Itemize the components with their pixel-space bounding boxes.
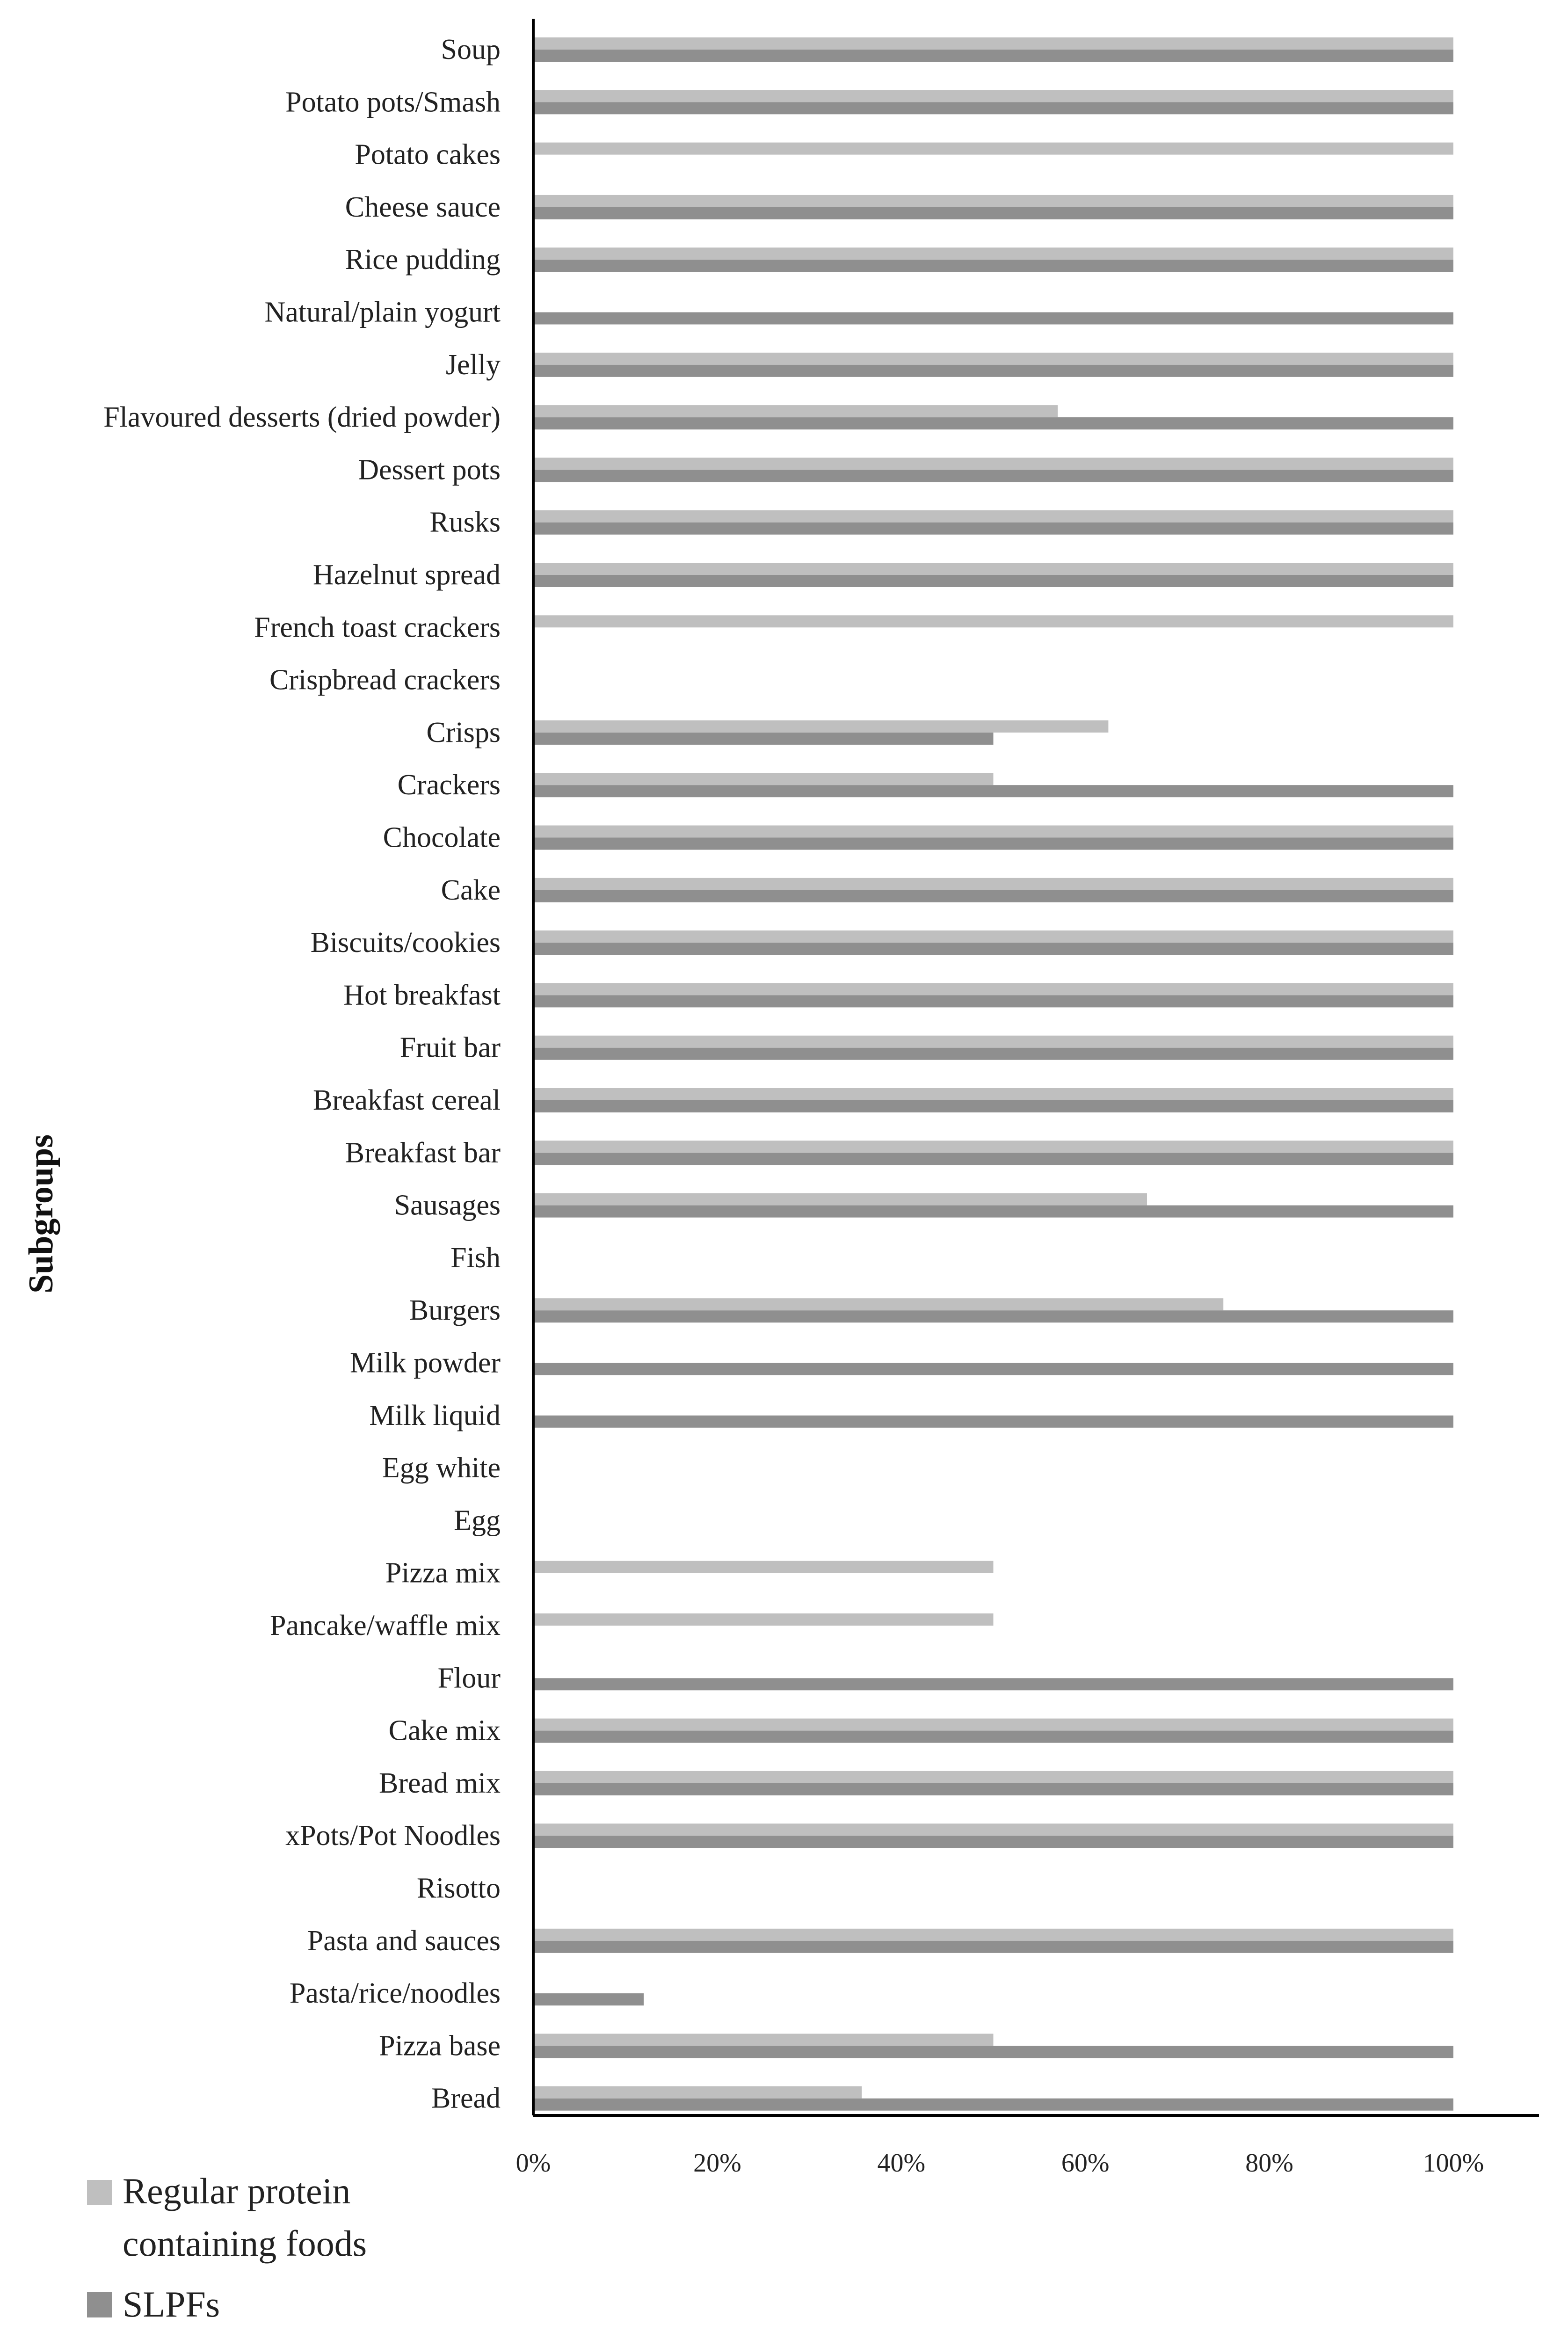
bar-regular <box>533 1298 1223 1310</box>
category-label: Fish <box>450 1242 501 1274</box>
x-tick-label: 100% <box>1423 2149 1484 2178</box>
category-label: Jelly <box>445 349 501 381</box>
category-label: Cheese sauce <box>345 191 501 223</box>
category-labels <box>103 34 501 2114</box>
category-label: Hazelnut spread <box>312 559 501 591</box>
bar-regular <box>533 1140 1453 1153</box>
bars-group <box>533 37 1453 2111</box>
bar-regular <box>533 2034 994 2046</box>
category-label: Soup <box>441 34 501 65</box>
legend-swatch-slpfs <box>87 2292 112 2317</box>
y-axis-title: Subgroups <box>22 1134 60 1294</box>
bar-slpfs <box>533 470 1453 482</box>
category-label: Crackers <box>397 769 501 801</box>
bar-slpfs <box>533 1206 1453 1218</box>
bar-regular <box>533 930 1453 943</box>
category-label: Milk powder <box>349 1347 501 1379</box>
category-label: Milk liquid <box>369 1399 501 1431</box>
bar-regular <box>533 90 1453 102</box>
bar-regular <box>533 510 1453 523</box>
bar-regular <box>533 37 1453 50</box>
bar-regular <box>533 247 1453 260</box>
bar-slpfs <box>533 1100 1453 1112</box>
category-label: Pizza mix <box>385 1557 501 1589</box>
bar-slpfs <box>533 1783 1453 1795</box>
category-label: Crispbread crackers <box>269 664 501 696</box>
category-label: Cake mix <box>388 1714 501 1747</box>
bar-regular <box>533 826 1453 838</box>
category-label: Rusks <box>429 506 501 538</box>
bar-regular <box>533 615 1453 627</box>
bar-regular <box>533 1193 1147 1206</box>
bar-slpfs <box>533 207 1453 219</box>
bar-slpfs <box>533 2099 1453 2111</box>
bar-slpfs <box>533 1678 1453 1690</box>
category-label: Natural/plain yogurt <box>264 296 501 328</box>
bar-regular <box>533 1719 1453 1731</box>
x-tick-labels <box>516 2149 1484 2178</box>
bar-regular <box>533 720 1108 733</box>
category-label: Rice pudding <box>345 244 501 276</box>
bar-regular <box>533 1771 1453 1783</box>
bar-regular <box>533 2086 862 2099</box>
category-label: Flour <box>437 1662 501 1694</box>
category-label: Flavoured desserts (dried powder) <box>103 401 501 434</box>
category-label: Bread <box>431 2082 501 2114</box>
category-label: Sausages <box>394 1189 501 1221</box>
category-label: Dessert pots <box>358 454 501 486</box>
x-tick-label: 40% <box>877 2149 926 2178</box>
bar-slpfs <box>533 1993 644 2005</box>
legend <box>87 2171 367 2324</box>
bar-slpfs <box>533 1731 1453 1743</box>
category-label: Bread mix <box>379 1767 501 1799</box>
bar-regular <box>533 143 1453 155</box>
bar-regular <box>533 1088 1453 1100</box>
category-label: French toast crackers <box>254 611 501 644</box>
category-label: Risotto <box>416 1872 501 1904</box>
category-label: Cake <box>441 874 501 906</box>
category-label: Fruit bar <box>399 1031 501 1064</box>
bar-regular <box>533 353 1453 365</box>
x-tick-label: 80% <box>1245 2149 1293 2178</box>
category-label: Egg <box>454 1504 501 1537</box>
bar-slpfs <box>533 365 1453 377</box>
bar-slpfs <box>533 943 1453 955</box>
category-label: Pasta/rice/noodles <box>289 1977 501 2010</box>
category-label: Pasta and sauces <box>307 1925 501 1957</box>
bar-slpfs <box>533 417 1453 429</box>
bar-regular <box>533 1929 1453 1941</box>
category-label: Chocolate <box>383 821 501 854</box>
bar-regular <box>533 195 1453 207</box>
bar-regular <box>533 1613 994 1626</box>
bar-regular <box>533 405 1058 417</box>
bar-slpfs <box>533 890 1453 902</box>
bar-slpfs <box>533 1941 1453 1953</box>
category-label: Egg white <box>382 1452 501 1484</box>
bar-slpfs <box>533 785 1453 797</box>
bar-slpfs <box>533 1153 1453 1165</box>
bar-slpfs <box>533 838 1453 850</box>
bar-slpfs <box>533 575 1453 587</box>
category-label: Hot breakfast <box>343 979 501 1011</box>
x-tick-label: 60% <box>1061 2149 1110 2178</box>
bar-slpfs <box>533 312 1453 325</box>
bar-slpfs <box>533 260 1453 272</box>
bar-regular <box>533 878 1453 890</box>
bar-slpfs <box>533 523 1453 535</box>
category-label: Crisps <box>426 716 501 748</box>
bar-regular <box>533 1823 1453 1836</box>
category-label: Biscuits/cookies <box>310 927 501 959</box>
legend-label-slpfs: SLPFs <box>123 2284 220 2324</box>
category-label: Potato cakes <box>355 138 501 171</box>
category-label: Pancake/waffle mix <box>270 1610 501 1642</box>
category-label: Breakfast bar <box>345 1137 501 1169</box>
bar-slpfs <box>533 102 1453 114</box>
legend-label-regular-line1: Regular protein <box>123 2171 351 2211</box>
x-tick-label: 0% <box>515 2149 551 2178</box>
bar-slpfs <box>533 2046 1453 2058</box>
category-label: Burgers <box>409 1294 501 1327</box>
bar-slpfs <box>533 1363 1453 1375</box>
bar-regular <box>533 983 1453 995</box>
bar-regular <box>533 563 1453 575</box>
bar-slpfs <box>533 1310 1453 1322</box>
x-tick-label: 20% <box>693 2149 741 2178</box>
bar-regular <box>533 1561 994 1573</box>
bar-regular <box>533 1036 1453 1048</box>
bar-slpfs <box>533 733 994 745</box>
category-label: Potato pots/Smash <box>285 86 501 118</box>
bar-slpfs <box>533 1836 1453 1848</box>
legend-label-regular-line2: containing foods <box>123 2223 367 2264</box>
bar-regular <box>533 458 1453 470</box>
bar-slpfs <box>533 1416 1453 1428</box>
bar-regular <box>533 773 994 785</box>
legend-swatch-regular <box>87 2180 112 2205</box>
category-label: Breakfast cereal <box>312 1084 501 1116</box>
category-label: xPots/Pot Noodles <box>285 1820 501 1852</box>
category-label: Pizza base <box>379 2030 501 2062</box>
bar-slpfs <box>533 1048 1453 1060</box>
bar-slpfs <box>533 50 1453 62</box>
bar-slpfs <box>533 995 1453 1007</box>
